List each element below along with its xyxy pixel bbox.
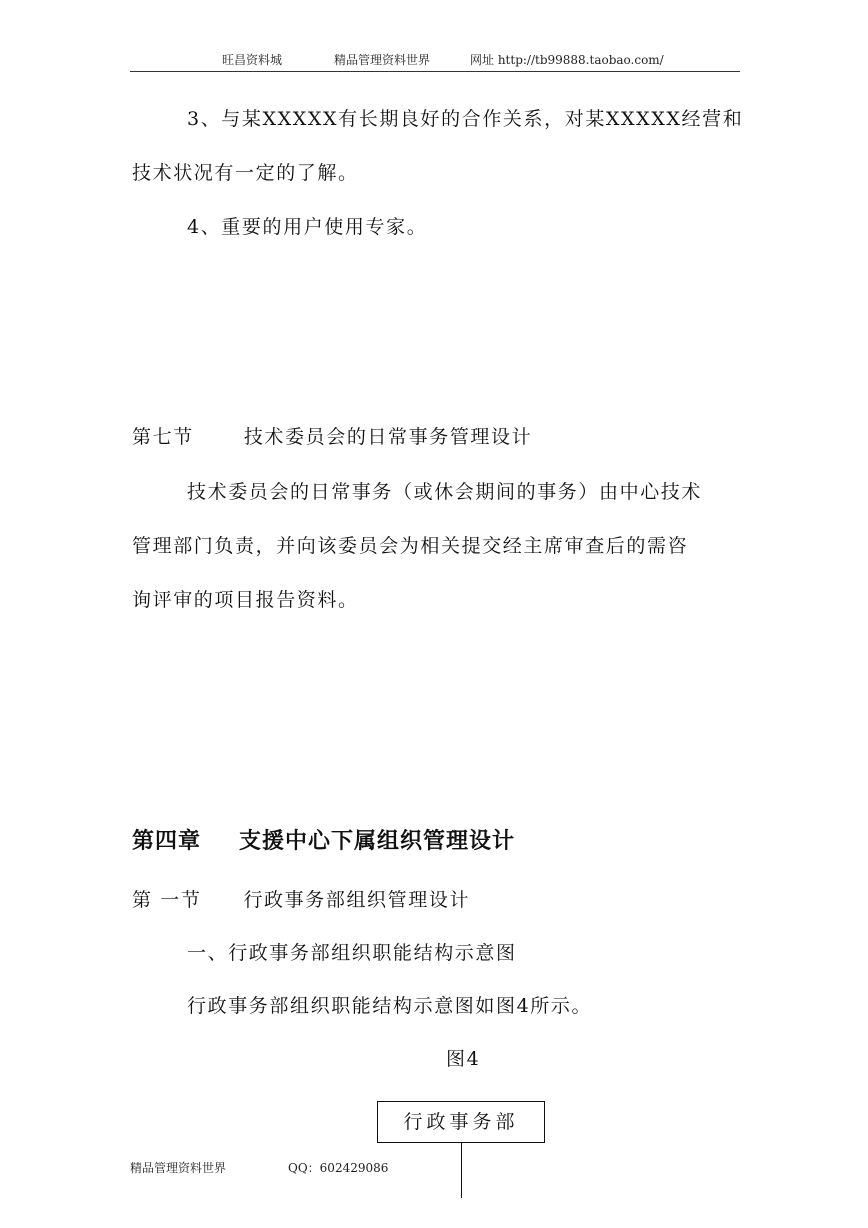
section-7-paragraph-line-1: 技术委员会的日常事务（或休会期间的事务）由中心技术 bbox=[187, 481, 703, 503]
chapter-4-title: 支援中心下属组织管理设计 bbox=[239, 829, 516, 854]
footer-qq: QQ：602429086 bbox=[288, 1161, 389, 1175]
subsection-1-text: 行政事务部组织职能结构示意图如图4所示。 bbox=[187, 995, 593, 1017]
page-header bbox=[0, 52, 868, 68]
section-1-heading bbox=[132, 888, 470, 912]
header-divider bbox=[130, 71, 740, 72]
page-footer bbox=[0, 1160, 868, 1176]
header-url: 网址 http://tb99888.taobao.com/ bbox=[470, 53, 664, 67]
org-chart-root-box: 行政事务部 bbox=[377, 1101, 545, 1143]
section-7-number: 第七节 bbox=[132, 426, 194, 448]
subsection-1-title: 一、行政事务部组织职能结构示意图 bbox=[187, 942, 517, 964]
item-4: 4、重要的用户使用专家。 bbox=[187, 216, 428, 238]
section-1-title: 行政事务部组织管理设计 bbox=[243, 889, 471, 911]
figure-caption: 图4 bbox=[446, 1048, 481, 1070]
chapter-4-heading bbox=[132, 828, 515, 856]
chapter-4-number: 第四章 bbox=[132, 829, 202, 854]
item-3-line-1: 3、与某XXXXX有长期良好的合作关系，对某XXXXX经营和 bbox=[187, 108, 744, 130]
header-slogan: 精品管理资料世界 bbox=[334, 53, 431, 67]
section-7-title: 技术委员会的日常事务管理设计 bbox=[243, 426, 533, 448]
footer-slogan: 精品管理资料世界 bbox=[130, 1161, 227, 1175]
section-1-number: 第 一节 bbox=[132, 889, 202, 911]
header-site-name: 旺昌资料城 bbox=[222, 53, 283, 67]
section-7-paragraph-line-3: 询评审的项目报告资料。 bbox=[132, 589, 359, 611]
item-3-line-2: 技术状况有一定的了解。 bbox=[132, 162, 359, 184]
section-7-paragraph-line-2: 管理部门负责，并向该委员会为相关提交经主席审查后的需咨 bbox=[132, 535, 689, 557]
section-7-heading bbox=[132, 425, 532, 449]
